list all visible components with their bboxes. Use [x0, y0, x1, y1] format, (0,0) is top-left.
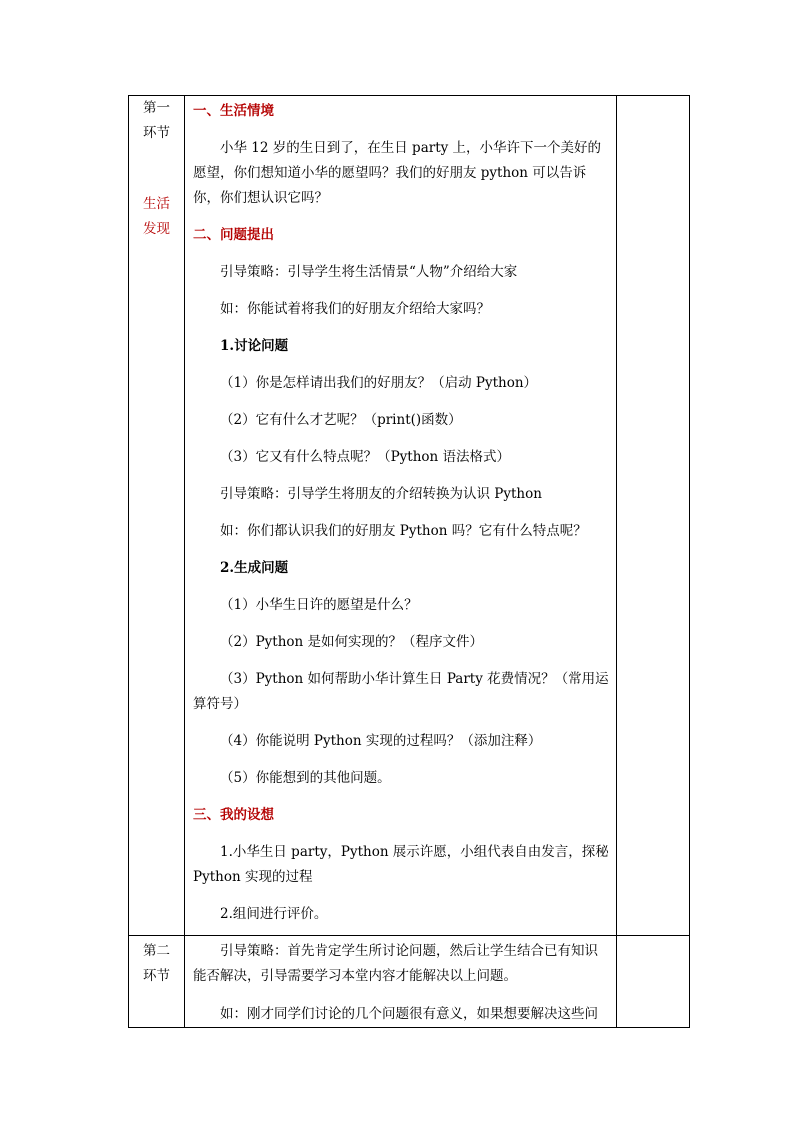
- stage-1-content-cell: [185, 96, 617, 936]
- example-text-2: 如：你们都认识我们的好朋友 Python 吗？它有什么特点呢？: [220, 523, 587, 539]
- section-heading-my-idea: 三、我的设想: [193, 807, 274, 823]
- generated-question-3: （3）Python 如何帮助小华计算生日 Party 花费情况？（常用运算符号）: [193, 671, 609, 712]
- idea-text-2: 2.组间进行评价。: [220, 906, 328, 922]
- stage-1-label-line2: 环节: [143, 125, 170, 141]
- stage-2-paragraph-2: 如：刚才同学们讨论的几个问题很有意义，如果想要解决这些问: [220, 1006, 598, 1022]
- lesson-plan-table: [128, 95, 690, 1028]
- generated-question-4: （4）你能说明 Python 实现的过程吗？（添加注释）: [220, 733, 542, 749]
- idea-text-1: 1.小华生日 party，Python 展示许愿，小组代表自由发言，探秘 Python 实现的过程: [193, 844, 609, 885]
- example-text-1: 如：你能试着将我们的好朋友介绍给大家吗？: [220, 301, 490, 317]
- strategy-text-1: 引导策略：引导学生将生活情景“人物”介绍给大家: [220, 264, 518, 280]
- stage-2-notes-cell: [617, 936, 690, 1028]
- discussion-question-1: （1）你是怎样请出我们的好朋友？（启动 Python）: [220, 375, 538, 391]
- stage-2-label-line1: 第二: [143, 943, 170, 959]
- subheading-discussion: 1.讨论问题: [220, 338, 289, 354]
- generated-question-1: （1）小华生日许的愿望是什么？: [220, 597, 418, 613]
- stage-1-sublabel-line1: 生活: [143, 196, 170, 212]
- stage-1-sublabel: [129, 192, 184, 242]
- strategy-text-2: 引导策略：引导学生将朋友的介绍转换为认识 Python: [220, 486, 542, 502]
- generated-question-2: （2）Python 是如何实现的？（程序文件）: [220, 634, 484, 650]
- table-row-stage-2: [129, 936, 690, 1028]
- stage-1-label-cell: [129, 96, 185, 936]
- table-row-stage-1: [129, 96, 690, 936]
- generated-question-5: （5）你能想到的其他问题。: [220, 770, 391, 786]
- scenario-paragraph: 小华 12 岁的生日到了，在生日 party 上，小华许下一个美好的愿望，你们想知道小华的愿望吗？我们的好朋友 python 可以告诉你，你们想认识它吗？: [193, 140, 602, 206]
- stage-2-label-cell: [129, 936, 185, 1028]
- section-heading-life-scenario: 一、生活情境: [193, 103, 274, 119]
- discussion-question-2: （2）它有什么才艺呢？（print()函数）: [220, 412, 462, 428]
- stage-2-label-line2: 环节: [143, 968, 170, 984]
- stage-1-sublabel-line2: 发现: [143, 221, 170, 237]
- stage-2-paragraph-1: 引导策略：首先肯定学生所讨论问题，然后让学生结合已有知识能否解决，引导需要学习本堂内容才能解决以上问题。: [193, 943, 598, 984]
- subheading-generate: 2.生成问题: [220, 560, 289, 576]
- discussion-question-3: （3）它又有什么特点呢？（Python 语法格式）: [220, 449, 511, 465]
- section-heading-problem: 二、问题提出: [193, 227, 274, 243]
- stage-1-notes-cell: [617, 96, 690, 936]
- stage-1-label: [129, 96, 184, 146]
- stage-2-content-cell: [185, 936, 617, 1028]
- stage-1-label-line1: 第一: [143, 100, 170, 116]
